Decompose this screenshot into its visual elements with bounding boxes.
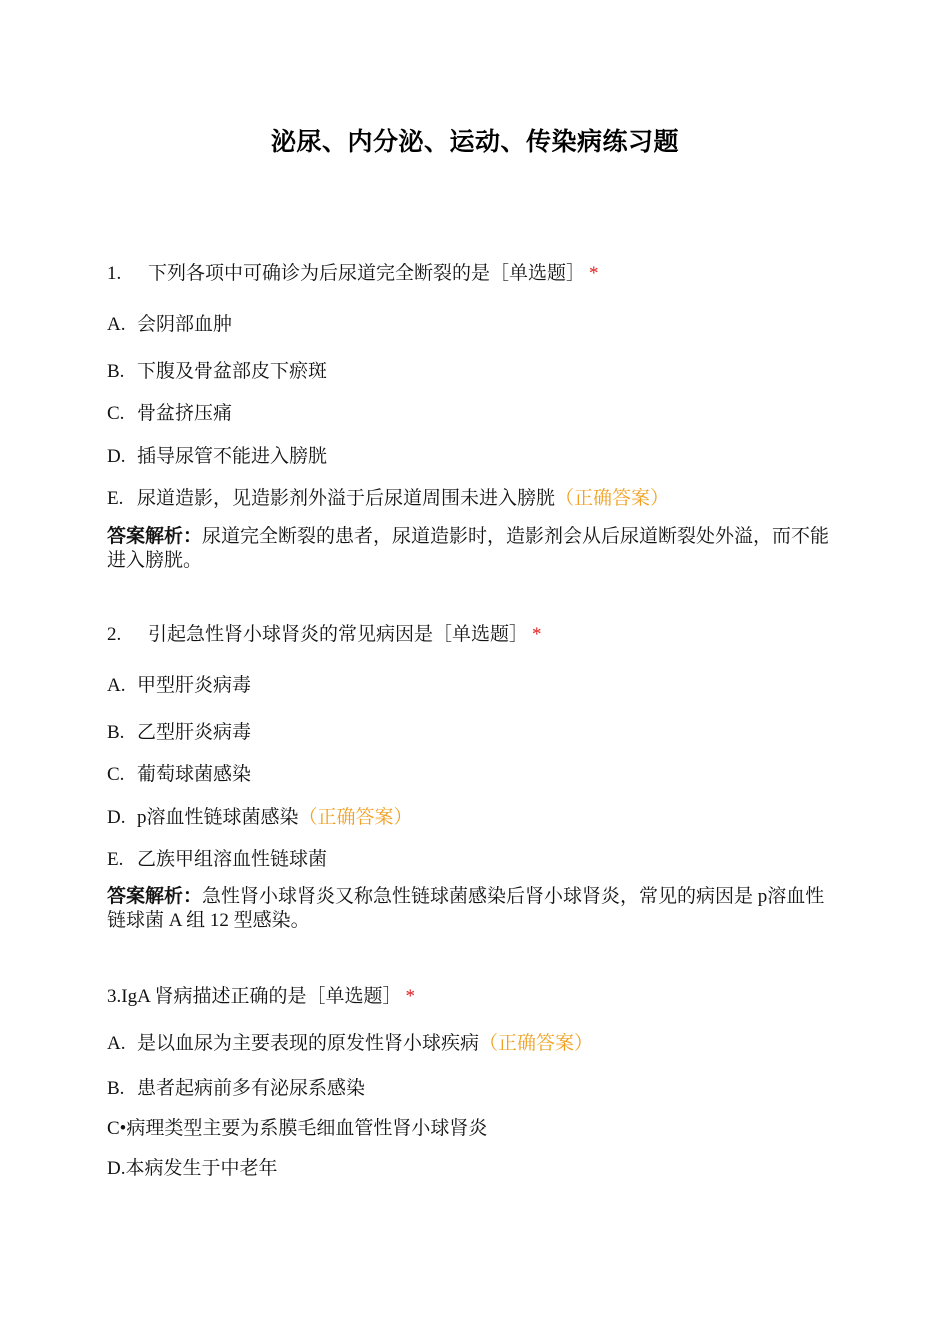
option-letter: D. [107, 446, 126, 467]
option-text: 葡萄球菌感染 [137, 764, 252, 785]
option-text: 甲型肝炎病毒 [137, 675, 252, 696]
page-title: 泌尿、内分泌、运动、传染病练习题 [270, 127, 679, 156]
option-text: 下腹及骨盆部皮下瘀斑 [137, 361, 328, 382]
option-d: D.本病发生于中老年 [107, 1158, 278, 1179]
option-a [107, 674, 251, 698]
option-a [107, 313, 232, 337]
option-c [107, 402, 232, 426]
option-letter: B. [107, 722, 125, 743]
option-b [107, 721, 251, 745]
option-text: 骨盆挤压痛 [137, 403, 233, 424]
option-letter: E. [107, 849, 124, 870]
analysis-text: 尿道完全断裂的患者，尿道造影时，造影剂会从后尿道断裂处外溢，而不能进入膀胱。 [107, 526, 830, 571]
option-text: 尿道造影，见造影剂外溢于后尿道周围未进入膀胱 [137, 488, 556, 509]
option-letter: B. [107, 361, 125, 382]
analysis-label: 答案解析： [107, 526, 203, 547]
question-number: 2. [107, 624, 122, 645]
option-a [107, 1032, 593, 1056]
option-b [107, 1077, 365, 1101]
answer-analysis-2 [107, 885, 842, 933]
option-b [107, 360, 327, 384]
option-text: p溶血性链球菌感染 [137, 807, 299, 828]
option-text: 乙族甲组溶血性链球菌 [137, 849, 328, 870]
option-e [107, 848, 327, 872]
option-letter: A. [107, 675, 126, 696]
question-2 [107, 623, 542, 647]
option-text: 乙型肝炎病毒 [137, 722, 252, 743]
option-letter: A. [107, 314, 126, 335]
option-letter: A. [107, 1033, 126, 1054]
option-d [107, 445, 327, 469]
option-e [107, 487, 669, 511]
required-star: * [589, 263, 599, 284]
option-d [107, 806, 413, 830]
required-star: * [532, 624, 542, 645]
option-text: 患者起病前多有泌尿系感染 [137, 1078, 366, 1099]
option-letter: C. [107, 764, 125, 785]
option-text: 是以血尿为主要表现的原发性肾小球疾病 [137, 1033, 480, 1054]
question-number: 1. [107, 263, 122, 284]
correct-answer-tag: （正确答案） [555, 488, 670, 509]
question-text: 3.IgA 肾病描述正确的是［单选题］ [107, 986, 402, 1007]
option-letter: E. [107, 488, 124, 509]
question-text: 引起急性肾小球肾炎的常见病因是［单选题］ [148, 624, 529, 645]
correct-answer-tag: （正确答案） [479, 1033, 594, 1054]
question-text: 下列各项中可确诊为后尿道完全断裂的是［单选题］ [148, 263, 586, 284]
analysis-text: 急性肾小球肾炎又称急性链球菌感染后肾小球肾炎，常见的病因是 p溶血性链球菌 A 组 12 型感染。 [107, 886, 825, 931]
analysis-label: 答案解析： [107, 886, 203, 907]
correct-answer-tag: （正确答案） [298, 807, 413, 828]
option-letter: D. [107, 807, 126, 828]
required-star: * [405, 986, 416, 1007]
answer-analysis-1 [107, 525, 842, 573]
question-3 [107, 985, 415, 1009]
question-1 [107, 262, 599, 286]
option-letter: B. [107, 1078, 125, 1099]
option-text: 插导尿管不能进入膀胱 [137, 446, 328, 467]
option-c [107, 763, 251, 787]
option-text: 会阴部血肿 [137, 314, 233, 335]
option-letter: C. [107, 403, 125, 424]
option-c: C•病理类型主要为系膜毛细血管性肾小球肾炎 [107, 1118, 488, 1139]
